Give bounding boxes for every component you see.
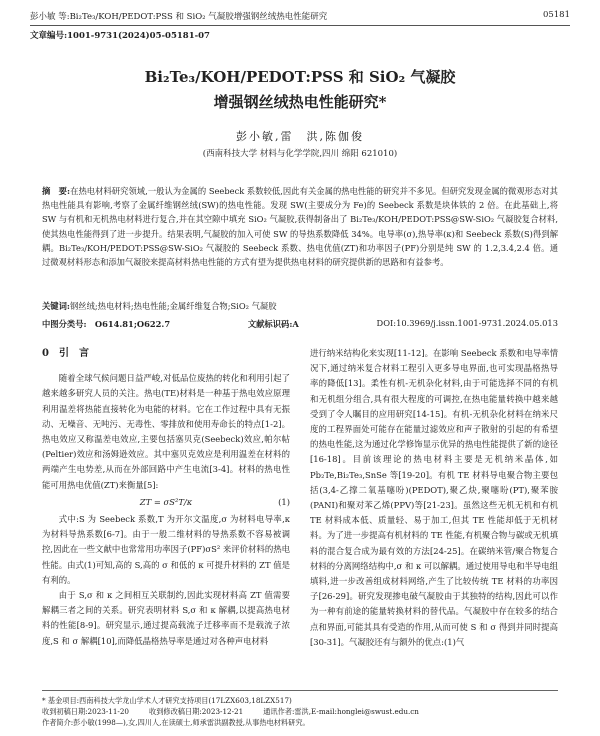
left-paragraph-3: 由于 S,σ 和 κ 之间相互关联制约,因此实现材料高 ZT 值需要解耦三者之间的关系。研究表明材料 S,σ 和 κ 解耦,以提高热电材料的性能[8-9]。研究显示,通过提高载流子迁移率而不是载流子浓度,S 和 σ 解耦[10],而降低晶格热导率是通过对各种声电材料 <box>42 590 290 646</box>
doi: DOI:10.3969/j.issn.1001-9731.2024.05.013 <box>376 318 558 328</box>
article-number: 文章编号:1001-9731(2024)05-05181-07 <box>30 31 210 41</box>
footnote-revised: 收到修改稿日期:2023-12-21 <box>149 707 244 716</box>
title-line-1: Bi₂Te₃/KOH/PEDOT:PSS 和 SiO₂ 气凝胶 <box>144 68 456 86</box>
right-column <box>310 346 558 650</box>
abstract <box>42 184 558 269</box>
left-paragraph-2: 式中:S 为 Seebeck 系数,T 为开尔文温度,σ 为材料电导率,κ 为材料导热系数[6-7]。由于一般二维材料的导热系数不容易被调控,因此在一些文献中也常常用功率因子(PF)σS² 来评价材料的热电性能。由式(1)可知,高的 S,高的 σ 和低的 κ 可提升材料的 ZT 值是有利的。 <box>42 514 290 585</box>
left-paragraph-1: 随着全球气候问题日益严峻,对低品位废热的转化和利用引起了越来越多研究人员的关注。热电(TE)材料是一种基于热电效应原理利用温差将热能直接转化为电能的材料。它在工作过程中具有无振动、无噪音、无吨污、无毒性、零排放和使用寿命长的特点[1-2]。热电效应又称温差电效应,主要包括塞贝克(Seebeck)效应,帕尔帖(Peltier)效应和汤姆逊效应。其中塞贝克效应是利用温差在材料的两端产生电势差,从而在外部回路中产生电流[3-4]。材料的热电性能可用热电优值(ZT)来衡量[5]: <box>42 373 290 490</box>
footnote-dates <box>42 706 558 717</box>
page-number: 05181 <box>542 10 570 20</box>
footnote-bio: 作者简介:彭小敏(1998—),女,四川人,在读硕士,师承雷洪副教授,从事热电材料研究。 <box>42 718 310 727</box>
running-header-left: 彭小敏 等:Bi₂Te₃/KOH/PEDOT:PSS 和 SiO₂ 气凝胶增强钢丝绒热电性能研究 <box>30 12 328 22</box>
authors: 彭小敏,雷 洪,陈伽俊 <box>236 130 364 143</box>
abstract-label: 摘 要: <box>42 186 71 196</box>
classification-line <box>42 318 558 330</box>
footnote-corresponding: 通讯作者:雷洪,E-mail:honglei@swust.edu.cn <box>263 707 419 716</box>
keywords <box>42 300 558 312</box>
title-line-2: 增强钢丝绒热电性能研究* <box>213 93 387 111</box>
left-column <box>42 346 290 649</box>
footnote <box>42 690 558 728</box>
affiliation: (西南科技大学 材料与化学学院,四川 绵阳 621010) <box>202 149 398 159</box>
footnote-received: 收到初稿日期:2023-11-20 <box>42 707 129 716</box>
equation-1 <box>42 495 290 510</box>
section-title: 0 引 言 <box>42 348 89 359</box>
abstract-text: 在热电材料研究领域,一般认为金属的 Seebeck 系数较低,因此有关金属的热电性能的研究并不多见。但研究发现金属的微观形态对其热电性能具有影响,考察了金属纤维钢丝绒(SW)的热电性能。发现 SW(主要成分为 Fe)的 Seebeck 系数是块体铁的 2 倍。在此基础上,将 SW 与有机和无机热电材料进行复合,并在其空隙中填充 SiO₂ 气凝胶,获得制备出了 Bi₂Te₃/KOH/PEDOT:PSS@SW-SiO₂ 气凝胶复合材料,使其热电性能得到了进一步提升。结果表明,气凝胶的加入可使 SW 的导热系数降低 34%。电导率(σ),热导率(κ)和 Seebeck 系数(S)得到解耦。Bi₂Te₃/KOH/PEDOT:PSS@SW-SiO₂ 气凝胶的 Seebeck 系数、热电优值(ZT)和功率因子(PF)分别是纯 SW 的 1.2,3.4,2.4 倍。通过微观材料形态和添加气凝胶来提高材料热电性能的方式有望为提供热电材料的研究提供新的思路和有益参考。 <box>42 186 558 268</box>
equation-number: (1) <box>278 496 290 507</box>
keywords-label: 关键词: <box>42 301 70 311</box>
footnote-fund: * 基金项目:西南科技大学龙山学术人才研究支持项目(17LZX603,18LZX517) <box>42 696 292 705</box>
right-paragraph-1: 进行纳米结构化来实现[11-12]。在影响 Seebeck 系数和电导率情况下,通过纳米复合材料工程引入更多导电界面,也可实现晶格热导率的降低[13]。柔性有机-无机杂化材料,由于可能选择不同的有机和无机组分组合,具有很大程度的可调控,在热电能量转换中越来越受到了令人瞩目的应用研究[14-15]。有机-无机杂化材料在纳米尺度的工程界面处可能存在能量过滤效应和声子散射的引起的有希望的热电性能,这为通过化学修饰显示优异的热电性能提供了新的途径[16-18]。目前该理论的热电材料主要是无机纳米晶体,如 Pb₂Te,Bi₂Te₃,SnSe 等[19-20]。有机 TE 材料导电聚合物主要包括(3,4-乙撑二氧基噻吩)(PEDOT),聚乙炔,聚噻吩(PT),聚苯胺(PANI)和聚对苯乙烯(PPV)等[21-23]。虽然这些无机无机和有机 TE 材料成本低、质量轻、易于加工,但其 TE 性能却低于无机材料。为了进一步提高有机材料的 TE 性能,有机聚合物与碳或无机填料的混合复合成为最有效的方法[24-25]。在碳纳米管/聚合物复合材料的分离网络结构中,σ 和 κ 可以解耦。通过使用导电和半导电组填料,进一步改善组成材料网络,产生了比较传统 TE 材料的功率因子[26-29]。研究发现掺电破气凝胶由于其独特的结构,因此可以作为一种有前途的能量转换材料的替代品。气凝胶中存在较多的结合点和界面,可能其具有受造的作用,从而可使 S 和 σ 得到并同时提高[30-31]。气凝胶还有与额外的优点:(1)气 <box>310 348 558 647</box>
document-code: 文献标识码:A <box>247 319 299 329</box>
equation-text: ZT = σS²T/κ <box>139 496 193 507</box>
keywords-text: 钢丝绒;热电材料;热电性能;金属纤维复合物;SiO₂ 气凝胶 <box>69 301 277 311</box>
clc-number: 中图分类号: O614.81;O622.7 <box>42 319 171 329</box>
running-header <box>30 10 570 26</box>
